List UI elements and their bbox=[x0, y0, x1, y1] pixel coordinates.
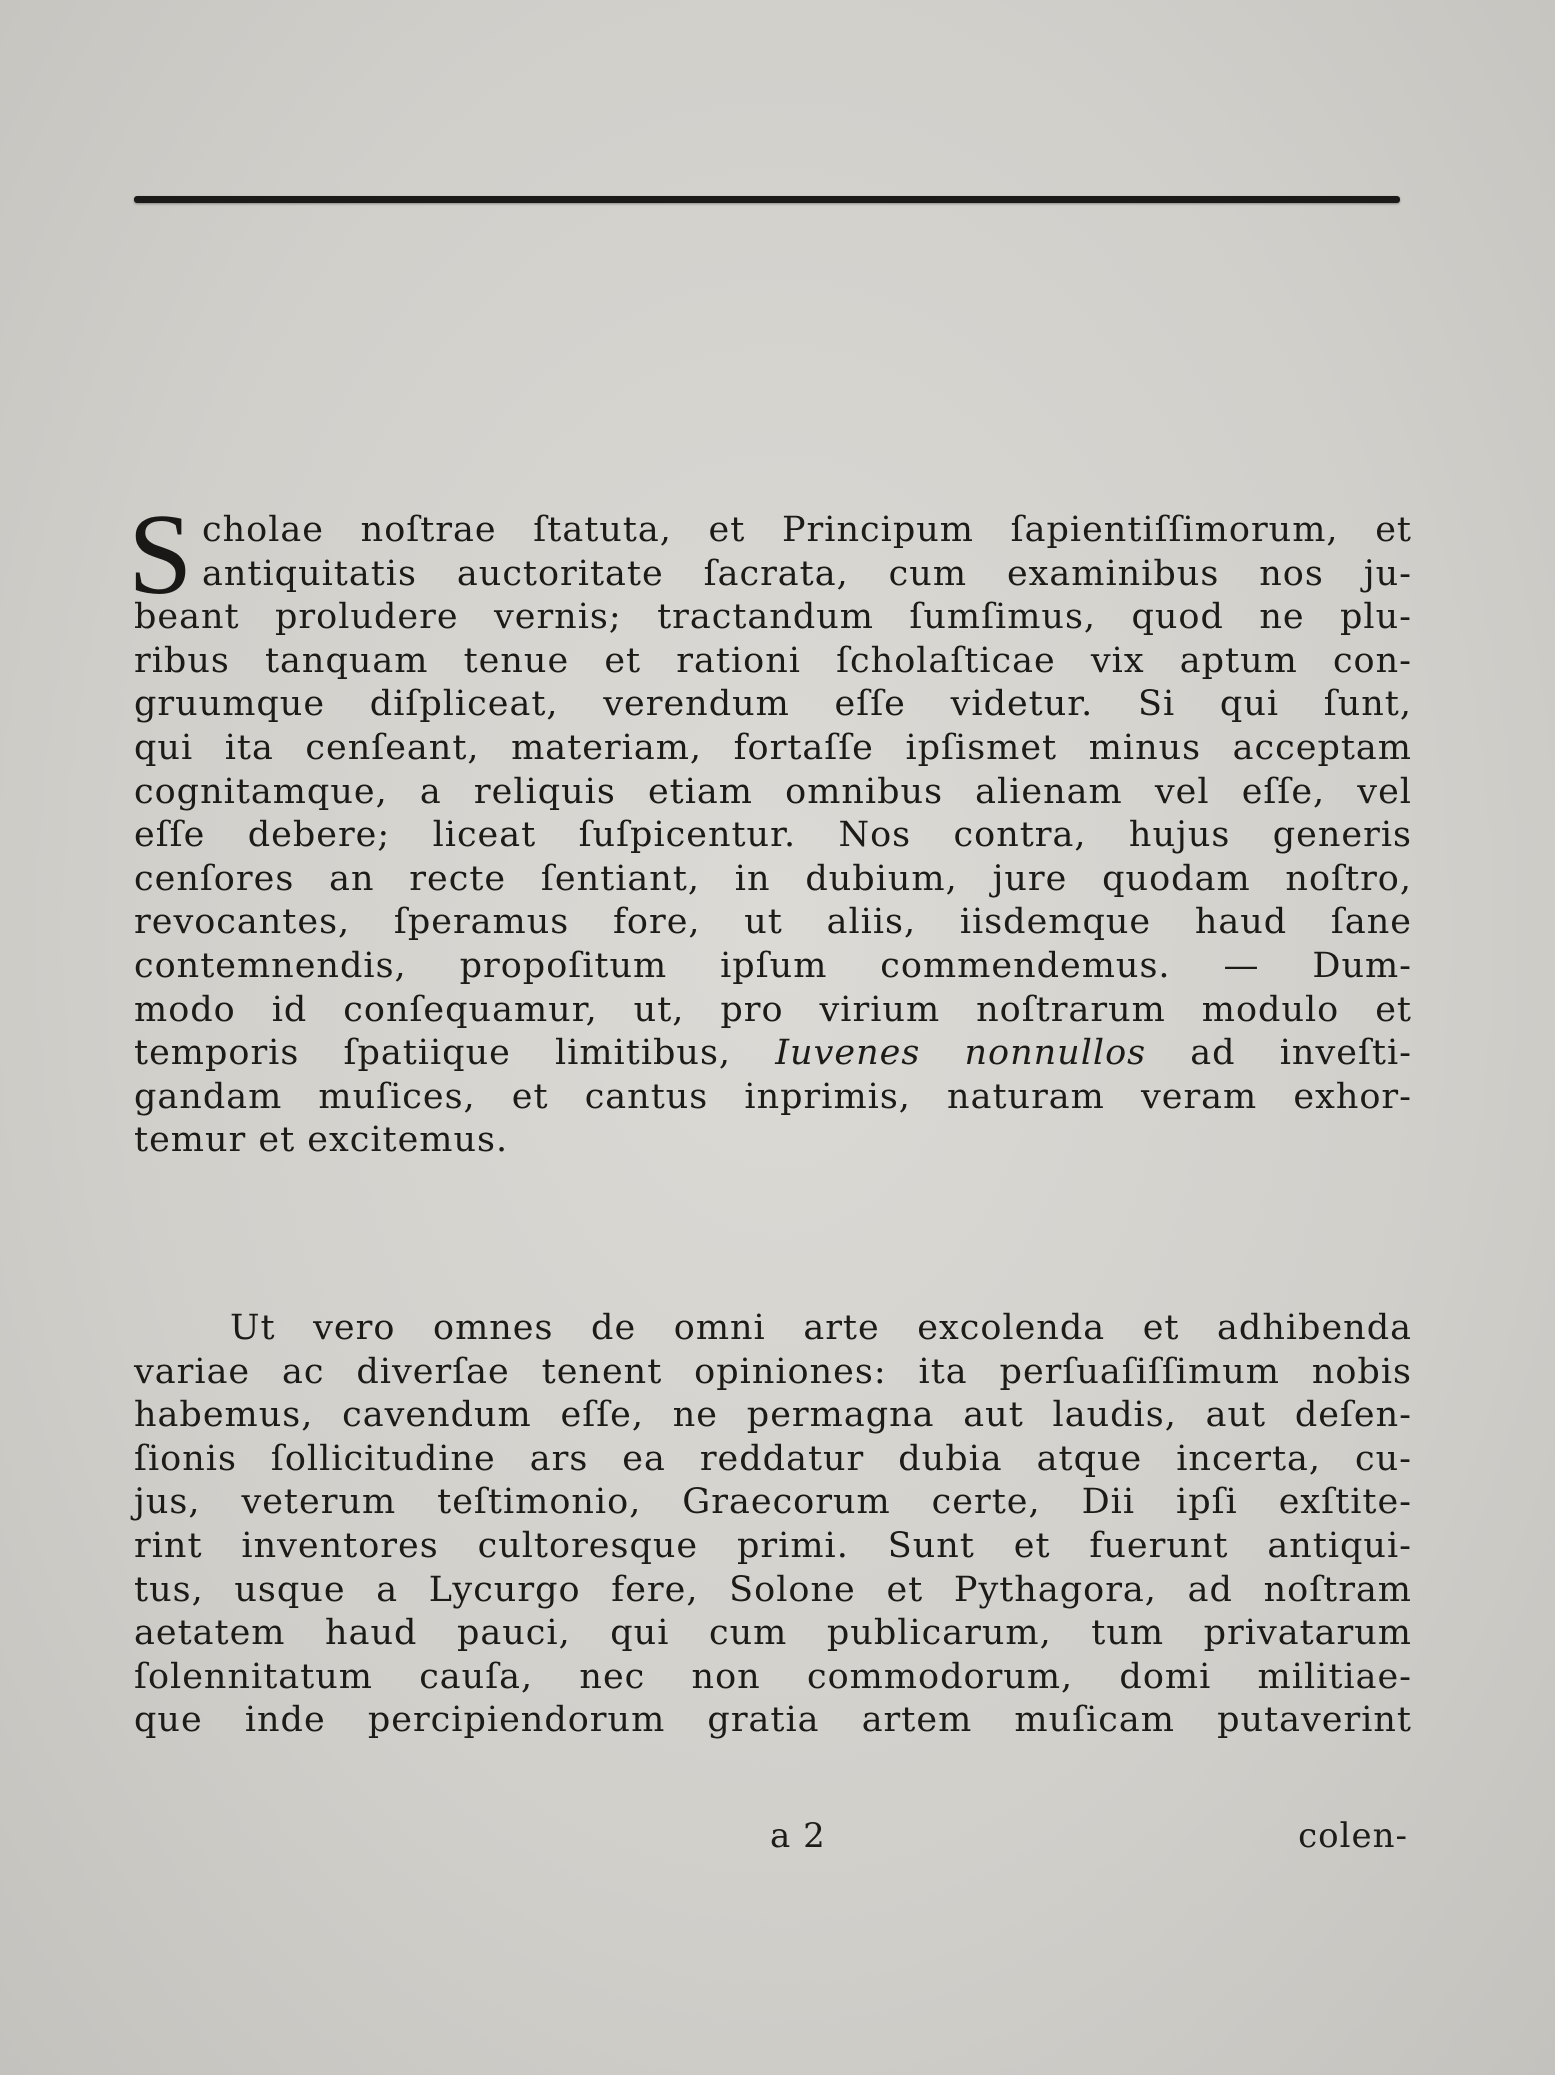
text-line: ribus tanquam tenue et rationi ſcholaſticae vix aptum con- bbox=[134, 640, 1412, 681]
text-line: temporis ſpatiique limitibus, Iuvenes nonnullos ad inveſti- bbox=[134, 1033, 1412, 1074]
text-line: cognitamque, a reliquis etiam omnibus alienam vel eſſe, vel bbox=[134, 771, 1412, 812]
text-line: qui ita cenſeant, materiam, fortaſſe ipſismet minus acceptam bbox=[134, 727, 1412, 768]
text-line: eſſe debere; liceat ſuſpicentur. Nos contra, hujus generis bbox=[134, 815, 1412, 856]
italic-phrase: Iuvenes nonnullos bbox=[775, 1033, 1147, 1074]
text-line: jus, veterum teſtimonio, Graecorum certe, Dii ipſi exſtite- bbox=[134, 1482, 1412, 1523]
text-line: gruumque diſpliceat, verendum eſſe videtur. Si qui ſunt, bbox=[134, 684, 1412, 725]
text-line: beant proludere vernis; tractandum ſumſimus, quod ne plu- bbox=[134, 597, 1412, 638]
text-line: que inde percipiendorum gratia artem muſicam putaverint bbox=[134, 1700, 1412, 1741]
text-line: tus, usque a Lycurgo fere, Solone et Pythagora, ad noſtram bbox=[134, 1569, 1412, 1610]
signature-mark: a 2 bbox=[770, 1816, 826, 1856]
text-line: habemus, cavendum eſſe, ne permagna aut laudis, aut deſen- bbox=[134, 1395, 1412, 1436]
header-rule bbox=[134, 196, 1400, 203]
paragraph-1 bbox=[128, 491, 1412, 1163]
paragraph-2 bbox=[134, 1307, 1412, 1743]
text-line: ſolennitatum cauſa, nec non commodorum, domi militiae- bbox=[134, 1656, 1412, 1697]
page-footer bbox=[134, 1814, 1412, 1858]
text-line: gandam muſices, et cantus inprimis, naturam veram exhor- bbox=[134, 1076, 1412, 1117]
text-line: modo id conſequamur, ut, pro virium noſtrarum modulo et bbox=[134, 989, 1412, 1030]
text-line: temur et excitemus. bbox=[134, 1120, 509, 1161]
text-line: Ut vero omnes de omni arte excolenda et adhibenda bbox=[230, 1308, 1412, 1348]
text-line: antiquitatis auctoritate ſacrata, cum examinibus nos ju- bbox=[202, 553, 1412, 594]
text-line: contemnendis, propoſitum ipſum commendemus. — Dum- bbox=[134, 945, 1412, 986]
text-line: variae ac diverſae tenent opiniones: ita perſuaſiſſimum nobis bbox=[134, 1351, 1412, 1392]
text-line: revocantes, ſperamus fore, ut aliis, iisdemque haud ſane bbox=[134, 902, 1412, 943]
drop-cap: S bbox=[128, 491, 194, 619]
text-line: aetatem haud pauci, qui cum publicarum, tum privatarum bbox=[134, 1613, 1412, 1654]
catchword: colen- bbox=[1298, 1816, 1408, 1856]
text-line: ſionis ſollicitudine ars ea reddatur dubia atque incerta, cu- bbox=[134, 1438, 1412, 1479]
text-line: cenſores an recte ſentiant, in dubium, jure quodam noſtro, bbox=[134, 858, 1412, 899]
text-line: rint inventores cultoresque primi. Sunt et fuerunt antiqui- bbox=[134, 1525, 1412, 1566]
text-line: S cholae noſtrae ſtatuta, et Principum ſapientiſſimorum, et bbox=[128, 491, 1412, 619]
